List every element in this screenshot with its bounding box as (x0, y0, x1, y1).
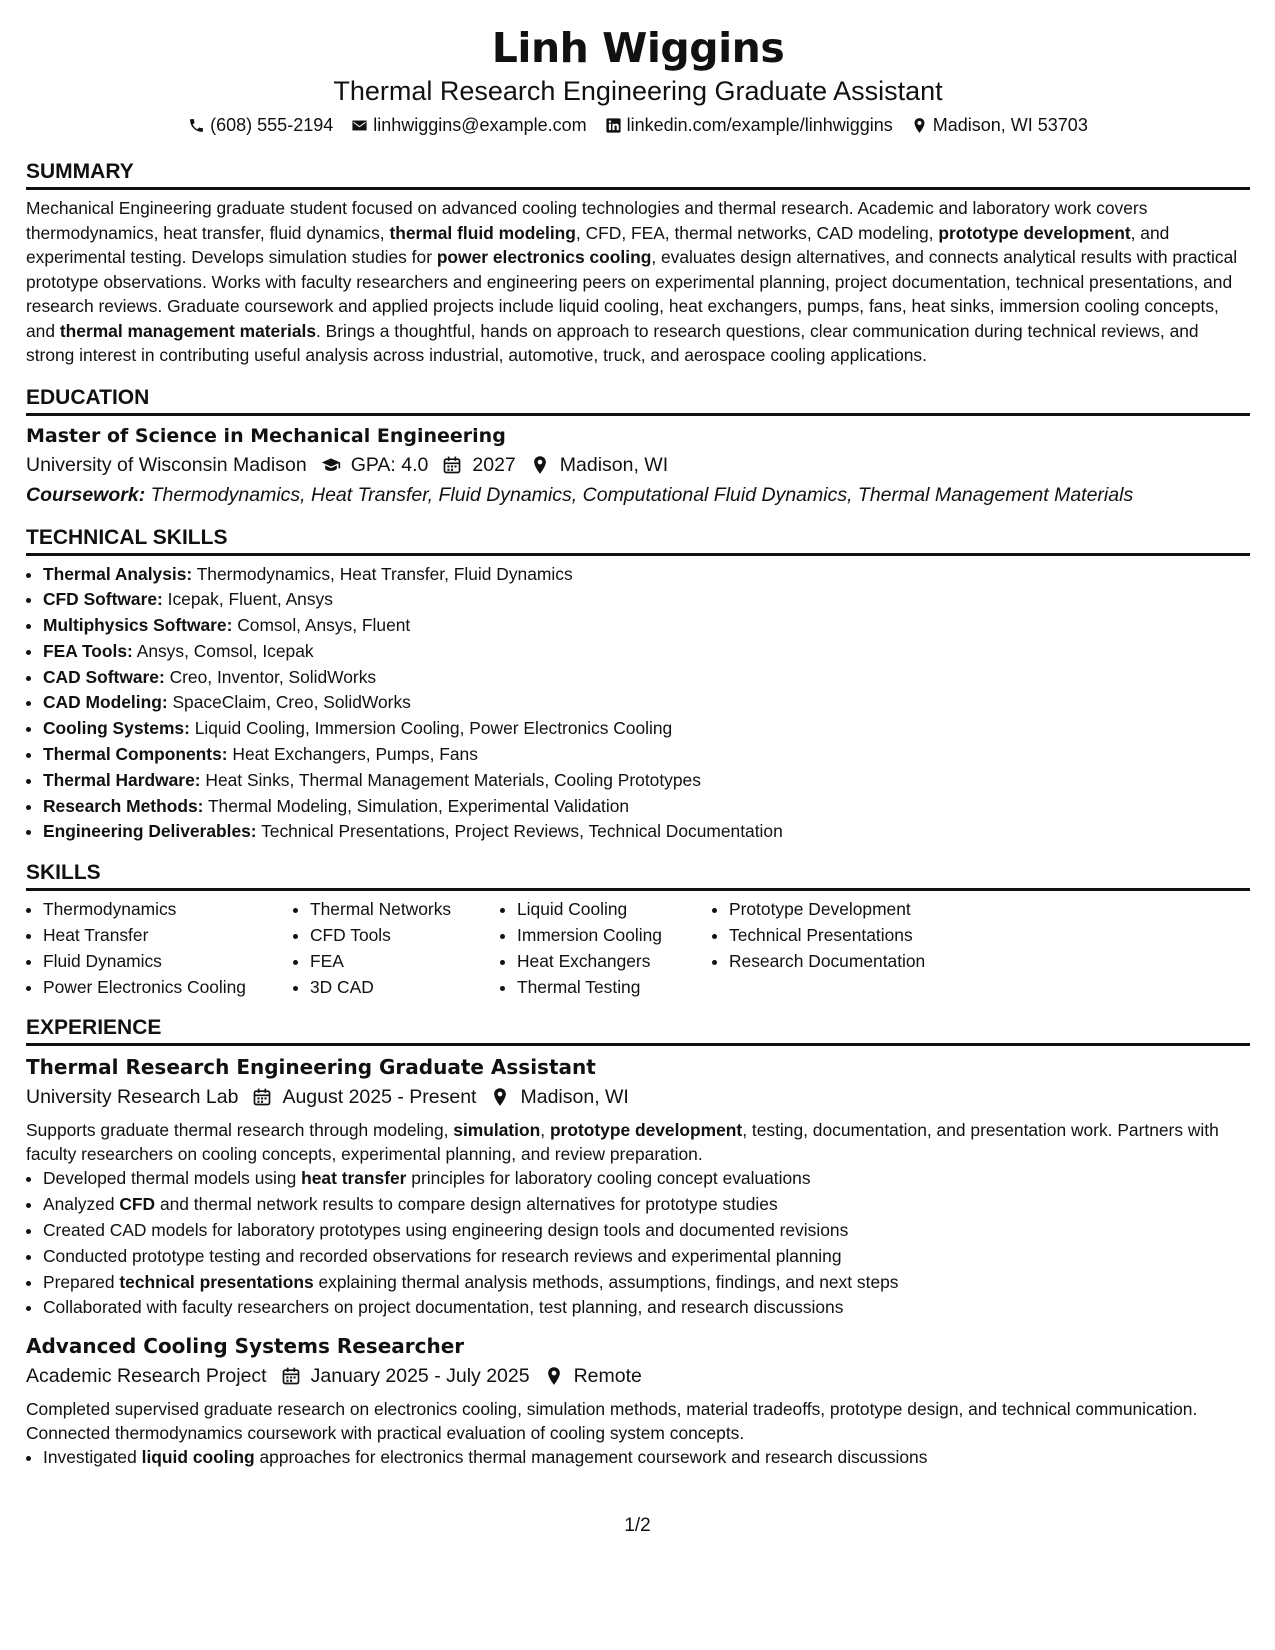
text-run: principles for laboratory cooling concept evaluations (406, 1168, 811, 1189)
bold-keyword: CFD (119, 1194, 156, 1215)
text-run: Conducted prototype testing and recorded observations for research reviews and experimental planning (43, 1245, 842, 1266)
job-dates: January 2025 - July 2025 (310, 1365, 530, 1388)
technical-skills-list (26, 562, 1250, 846)
contact-linkedin[interactable] (605, 112, 893, 138)
skill-values: SpaceClaim, Creo, SolidWorks (167, 692, 411, 713)
text-run: , (540, 1120, 550, 1141)
coursework-list: Thermodynamics, Heat Transfer, Fluid Dynamics, Computational Fluid Dynamics, Thermal Management Materials (145, 483, 1134, 506)
text-run: . Brings a thoughtful, hands on approach to research questions, clear communication during technical reviews, and strong interest in contributing useful analysis across industrial, automotive, truck, and aerospace cooling applications. (26, 320, 1199, 365)
technical-skill-item (43, 742, 1250, 768)
skill-item: • Heat Exchangers (517, 949, 712, 975)
skill-item: • 3D CAD (310, 975, 500, 1001)
email-text: linhwiggins@example.com (373, 115, 587, 135)
section-heading: SKILLS (26, 859, 1250, 891)
phone-icon (188, 117, 205, 134)
graduation-year: 2027 (472, 453, 516, 476)
section-heading: EDUCATION (26, 384, 1250, 416)
page-number: 1/2 (624, 1515, 651, 1536)
skill-values: Creo, Inventor, SolidWorks (164, 666, 377, 687)
education-meta (26, 450, 1250, 480)
text-run: , CFD, FEA, thermal networks, CAD modeling, (575, 222, 939, 243)
section-heading: EXPERIENCE (26, 1014, 1250, 1046)
summary-section (26, 158, 1250, 368)
job-bullet (43, 1244, 1250, 1270)
skill-values: Technical Presentations, Project Reviews, Technical Documentation (256, 821, 783, 842)
text-run: Collaborated with faculty researchers on project documentation, test planning, and research discussions (43, 1297, 844, 1318)
job-entry (26, 1052, 1250, 1321)
text-run: , and experimental testing. Develops simulation studies for (26, 222, 1170, 267)
candidate-title: Thermal Research Engineering Graduate Assistant (333, 76, 943, 106)
map-pin-icon (911, 117, 928, 134)
skill-category: Thermal Components: (43, 744, 228, 765)
skill-item: • Immersion Cooling (517, 923, 712, 949)
job-entry (26, 1331, 1250, 1471)
technical-skill-item (43, 794, 1250, 820)
text-run: Developed thermal models using (43, 1168, 302, 1189)
school-name: University of Wisconsin Madison (26, 453, 307, 476)
contact-bar (26, 112, 1250, 138)
skill-item: • Fluid Dynamics (43, 949, 293, 975)
text-run: Supports graduate thermal research through modeling, (26, 1120, 454, 1141)
technical-skills-section (26, 524, 1250, 846)
skill-category: Thermal Analysis: (43, 563, 193, 584)
coursework-label: Coursework: (26, 483, 146, 506)
text-run: explaining thermal analysis methods, assumptions, findings, and next steps (313, 1271, 899, 1292)
job-meta (26, 1082, 1250, 1112)
job-meta (26, 1361, 1250, 1391)
job-bullet (43, 1445, 1250, 1471)
gpa-text: GPA: 4.0 (350, 453, 429, 476)
job-title: Advanced Cooling Systems Researcher (26, 1334, 465, 1359)
bold-keyword: liquid cooling (141, 1447, 255, 1468)
skill-category: FEA Tools: (43, 640, 133, 661)
text-run: Mechanical Engineering graduate student focused on advanced cooling technologies and thermal research. Academic and laboratory work covers thermodynamics, heat transfer, fluid dynamics, (26, 198, 1148, 243)
skills-column (500, 897, 712, 1000)
skill-item: • Heat Transfer (43, 923, 293, 949)
skill-item: • Power Electronics Cooling (43, 975, 293, 1001)
text-run: Completed supervised graduate research on electronics cooling, simulation methods, material tradeoffs, prototype design, and technical communication. Connected thermodynamics coursework with practical evaluation of cooling system concepts. (26, 1399, 1198, 1444)
skill-values: Thermal Modeling, Simulation, Experimental Validation (203, 795, 630, 816)
job-location: Madison, WI (520, 1086, 629, 1109)
job-organization: University Research Lab (26, 1086, 239, 1109)
job-bullet (43, 1218, 1250, 1244)
skill-category: CFD Software: (43, 589, 163, 610)
section-heading: SUMMARY (26, 158, 1250, 190)
map-pin-icon (530, 455, 550, 475)
bold-keyword: prototype development (549, 1120, 743, 1141)
text-run: approaches for electronics thermal management coursework and research discussions (254, 1447, 928, 1468)
text-run: Prepared (43, 1271, 120, 1292)
technical-skill-item (43, 613, 1250, 639)
skill-values: Thermodynamics, Heat Transfer, Fluid Dynamics (192, 563, 573, 584)
skills-column (712, 897, 989, 1000)
job-dates: August 2025 - Present (282, 1086, 477, 1109)
map-pin-icon (490, 1087, 510, 1107)
technical-skill-item (43, 716, 1250, 742)
map-pin-icon (544, 1366, 564, 1386)
skill-values: Liquid Cooling, Immersion Cooling, Power Electronics Cooling (189, 718, 673, 739)
linkedin-icon (605, 117, 622, 134)
section-heading: TECHNICAL SKILLS (26, 524, 1250, 556)
job-description (26, 1397, 1250, 1445)
job-bullet (43, 1192, 1250, 1218)
bold-keyword: thermal management materials (59, 320, 316, 341)
skill-category: Cooling Systems: (43, 718, 190, 739)
skill-category: Thermal Hardware: (43, 769, 201, 790)
skill-values: Icepak, Fluent, Ansys (162, 589, 333, 610)
skill-values: Heat Sinks, Thermal Management Materials, Cooling Prototypes (200, 769, 701, 790)
text-run: Created CAD models for laboratory prototypes using engineering design tools and documented revisions (43, 1220, 849, 1241)
candidate-name: Linh Wiggins (491, 24, 785, 72)
skill-category: Research Methods: (43, 795, 204, 816)
degree-title: Master of Science in Mechanical Engineering (26, 424, 506, 447)
job-organization: Academic Research Project (26, 1365, 267, 1388)
skill-item: • Technical Presentations (729, 923, 989, 949)
job-title: Thermal Research Engineering Graduate Assistant (26, 1055, 596, 1080)
bold-keyword: thermal fluid modeling (389, 222, 576, 243)
resume-page (26, 22, 1250, 1471)
summary-text (26, 196, 1250, 368)
skill-item: • Thermal Networks (310, 897, 500, 923)
skill-item: • Prototype Development (729, 897, 989, 923)
bold-keyword: simulation (453, 1120, 541, 1141)
skill-item: • FEA (310, 949, 500, 975)
text-run: Investigated (43, 1447, 142, 1468)
calendar-icon (442, 455, 462, 475)
technical-skill-item (43, 819, 1250, 845)
technical-skill-item (43, 665, 1250, 691)
text-run: and thermal network results to compare design alternatives for prototype studies (155, 1194, 778, 1215)
resume-header (26, 22, 1250, 138)
skill-category: Engineering Deliverables: (43, 821, 257, 842)
skill-values: Comsol, Ansys, Fluent (232, 615, 411, 636)
skill-item: • Liquid Cooling (517, 897, 712, 923)
job-bullets (26, 1445, 1250, 1471)
skill-category: Multiphysics Software: (43, 615, 233, 636)
phone-text: (608) 555-2194 (210, 115, 334, 135)
skill-category: CAD Modeling: (43, 692, 168, 713)
skill-category: CAD Software: (43, 666, 165, 687)
contact-location (911, 112, 1088, 138)
envelope-icon (351, 117, 368, 134)
skills-section (26, 859, 1250, 1000)
skill-item: • Thermodynamics (43, 897, 293, 923)
school-location: Madison, WI (559, 453, 669, 476)
bold-keyword: prototype development (938, 222, 1131, 243)
skills-column (26, 897, 293, 1000)
linkedin-text: linkedin.com/example/linhwiggins (626, 115, 893, 135)
skills-column (293, 897, 500, 1000)
experience-section (26, 1014, 1250, 1471)
contact-email[interactable] (351, 112, 586, 138)
text-run: , testing, documentation, and presentation work. Partners with faculty researchers on cooling concepts, experimental planning, and review preparation. (26, 1120, 1219, 1165)
technical-skill-item (43, 562, 1250, 588)
bold-keyword: power electronics cooling (436, 247, 652, 267)
technical-skill-item (43, 768, 1250, 794)
skills-grid (26, 897, 1250, 1000)
text-run: , evaluates design alternatives, and connects analytical results with practical prototype observations. Works with faculty researchers and engineering peers on experimental planning, project documentation, technical presentations, and research reviews. Graduate coursework and applied projects include liquid cooling, heat exchangers, pumps, fans, heat sinks, immersion cooling concepts, and (26, 247, 1238, 341)
coursework-line (26, 480, 1250, 510)
bold-keyword: heat transfer (301, 1168, 407, 1189)
education-section (26, 384, 1250, 510)
technical-skill-item (43, 639, 1250, 665)
skill-values: Heat Exchangers, Pumps, Fans (227, 744, 478, 765)
job-list (26, 1052, 1250, 1471)
skill-item: • Thermal Testing (517, 975, 712, 1001)
technical-skill-item (43, 690, 1250, 716)
job-location: Remote (573, 1365, 642, 1388)
skill-item: • CFD Tools (310, 923, 500, 949)
job-bullet (43, 1295, 1250, 1321)
job-bullet (43, 1270, 1250, 1296)
technical-skill-item (43, 587, 1250, 613)
calendar-icon (281, 1366, 301, 1386)
calendar-icon (252, 1087, 272, 1107)
bold-keyword: technical presentations (119, 1271, 314, 1292)
job-description (26, 1118, 1250, 1166)
contact-phone[interactable] (188, 112, 333, 138)
graduation-cap-icon (321, 455, 341, 475)
job-bullets (26, 1166, 1250, 1321)
job-bullet (43, 1166, 1250, 1192)
location-text: Madison, WI 53703 (932, 115, 1088, 135)
text-run: Analyzed (43, 1194, 120, 1215)
skill-item: • Research Documentation (729, 949, 989, 975)
skill-values: Ansys, Comsol, Icepak (132, 640, 314, 661)
